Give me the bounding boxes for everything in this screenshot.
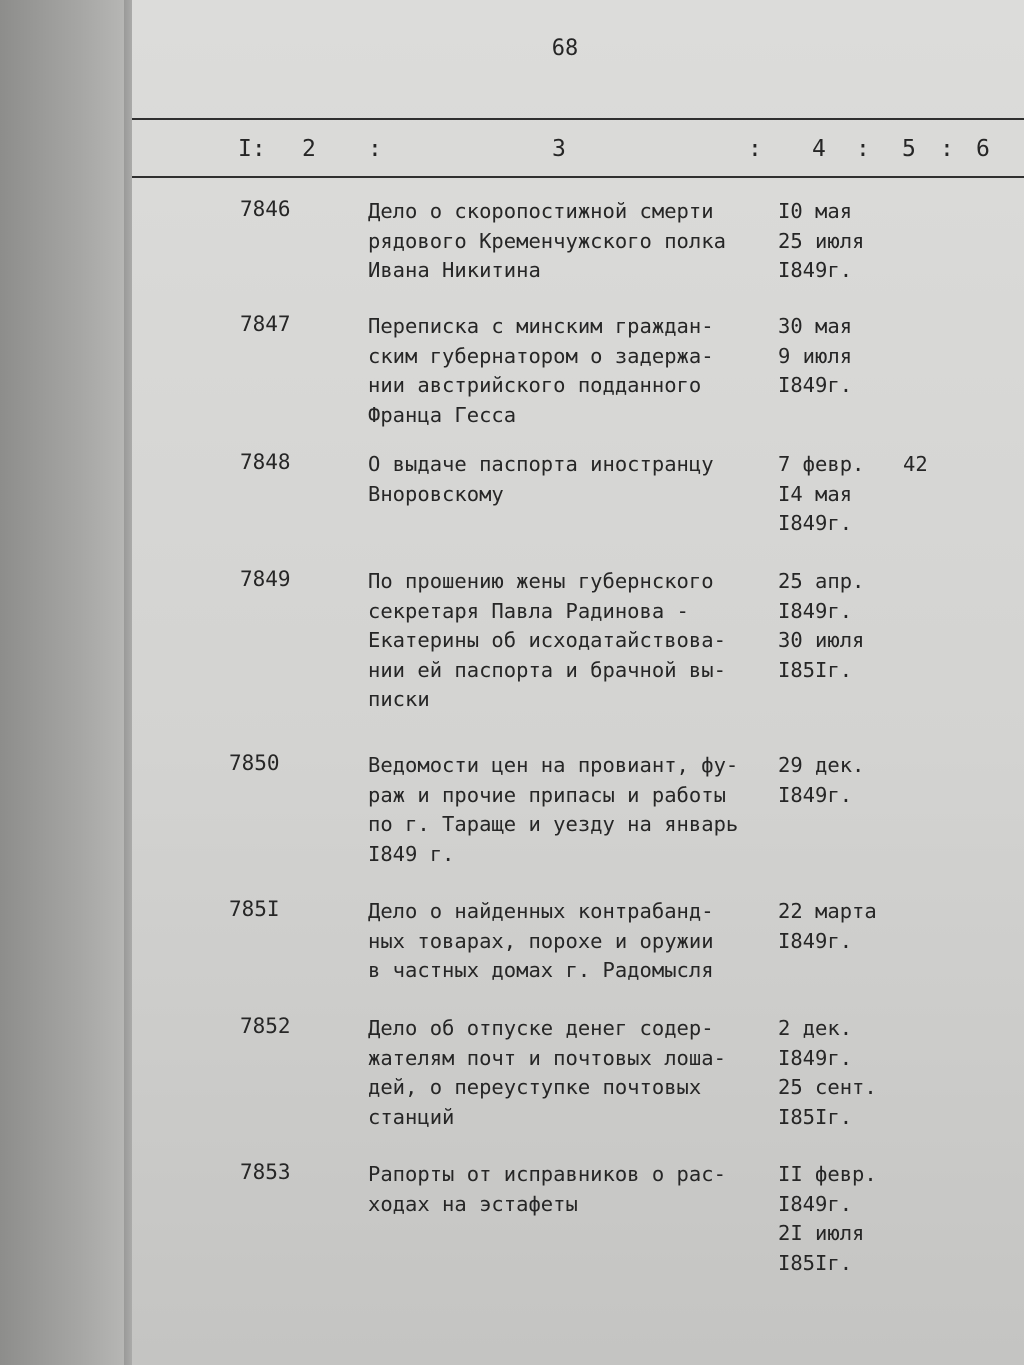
column-separator: : [856, 136, 870, 162]
entry-sheet-count: 42 [903, 452, 928, 476]
entry-title-line: рядового Кременчужского полка [368, 228, 726, 253]
entry-date-line: II февр. [778, 1162, 877, 1186]
entry-date-line: 29 дек. [778, 753, 865, 777]
column-header-6: 6 [976, 136, 990, 162]
entry-date-line: 22 марта [778, 899, 877, 923]
entry-title-line: станций [368, 1104, 455, 1129]
entry-title-line: по г. Таращe и уезду на январь [368, 812, 739, 836]
entry-title-line: ским губернатором о задержа- [368, 343, 714, 368]
entry-title [368, 312, 768, 430]
column-header-2: 2 [302, 136, 316, 162]
entry-date-line: 25 апр. [778, 569, 865, 593]
entry-date-line: I849г. [778, 258, 853, 282]
entry-title-line: Ведомости цен на провиант, фу- [368, 753, 739, 777]
left-page-edge [0, 0, 132, 1365]
entry-date-line: I85Iг. [778, 1250, 853, 1275]
entry-date-line: I849г. [778, 598, 853, 623]
header-rule-top [132, 118, 1024, 120]
entry-title-line: Дело о найденных контрабанд- [368, 899, 714, 923]
entry-title-line: Вноровскому [368, 481, 504, 506]
entry-dates [778, 751, 918, 810]
entry-date-line: I849г. [778, 373, 853, 397]
column-separator: : [748, 136, 762, 162]
entry-title-line: Екатерины об исходатайствова- [368, 628, 726, 652]
entry-title-line: раж и прочие припасы и работы [368, 782, 726, 807]
entry-date-line: I85Iг. [778, 1104, 853, 1129]
entry-number: 785I [229, 897, 280, 921]
entry-number: 7850 [229, 751, 280, 775]
entry-title [368, 897, 768, 986]
entry-dates [778, 1014, 918, 1132]
entry-date-line: 7 февр. [778, 452, 865, 476]
entry-title-line: писки [368, 687, 430, 711]
column-separator: : [368, 136, 382, 162]
entry-dates [778, 1160, 918, 1278]
entry-date-line: I849г. [778, 928, 853, 953]
entry-number: 7848 [240, 450, 291, 474]
entry-date-line: I85Iг. [778, 657, 853, 682]
entry-title-line: секретаря Павла Радинова - [368, 598, 689, 623]
entry-title-line: Дело об отпуске денег содер- [368, 1016, 714, 1040]
entry-title-line: ных товарах, порохе и оружии [368, 928, 714, 953]
entry-date-line: 9 июля [778, 343, 853, 368]
column-separator: : [940, 136, 954, 162]
entry-dates [778, 567, 918, 685]
entry-date-line: I0 мая [778, 199, 853, 223]
entry-title [368, 751, 768, 869]
entry-date-line: 30 мая [778, 314, 853, 338]
entry-number: 7853 [240, 1160, 291, 1184]
entry-title-line: Рапорты от исправников о рас- [368, 1162, 726, 1186]
column-header-3: 3 [552, 136, 566, 162]
column-header-1: I: [238, 136, 266, 162]
entry-title-line: нии австрийского подданного [368, 373, 702, 397]
entry-title-line: жателям почт и почтовых лоша- [368, 1045, 726, 1070]
header-rule-bottom [132, 176, 1024, 178]
entry-title-line: Переписка с минским граждан- [368, 314, 714, 338]
entry-date-line: 25 июля [778, 228, 865, 253]
entry-title [368, 197, 768, 286]
entry-title-line: Франца Гесса [368, 402, 517, 427]
entry-title-line: Дело о скоропостижной смерти [368, 199, 714, 223]
entry-date-line: I849г. [778, 782, 853, 807]
entry-date-line: I4 мая [778, 481, 853, 506]
entry-number: 7846 [240, 197, 291, 221]
entry-date-line: 2I июля [778, 1221, 865, 1245]
entry-date-line: 30 июля [778, 628, 865, 652]
entry-date-line: I849г. [778, 1045, 853, 1070]
entry-title-line: дей, о переуступке почтовых [368, 1075, 702, 1099]
entry-title-line: О выдаче паспорта иностранцу [368, 452, 714, 476]
entry-title-line: По прошению жены губернского [368, 569, 714, 593]
entry-title [368, 1014, 768, 1132]
column-header-5: 5 [902, 136, 916, 162]
page-number: 68 [551, 36, 579, 61]
entry-dates [778, 450, 918, 539]
entry-number: 7849 [240, 567, 291, 591]
entry-dates [778, 197, 918, 286]
entry-dates [778, 312, 918, 401]
entry-title [368, 1160, 768, 1219]
entry-number: 7852 [240, 1014, 291, 1038]
entry-title-line: Ивана Никитина [368, 258, 541, 282]
entry-number: 7847 [240, 312, 291, 336]
entry-title [368, 567, 768, 715]
entry-title [368, 450, 768, 509]
column-header-4: 4 [812, 136, 826, 162]
entry-title-line: в частных домах г. Радомысля [368, 958, 714, 982]
entry-date-line: 2 дек. [778, 1016, 853, 1040]
entry-date-line: 25 сент. [778, 1075, 877, 1099]
entry-date-line: I849г. [778, 511, 853, 535]
entry-title-line: нии ей паспорта и брачной вы- [368, 657, 726, 682]
entry-title-line: ходах на эстафеты [368, 1191, 578, 1216]
entry-title-line: I849 г. [368, 841, 455, 866]
entry-date-line: I849г. [778, 1191, 853, 1216]
entry-dates [778, 897, 918, 956]
